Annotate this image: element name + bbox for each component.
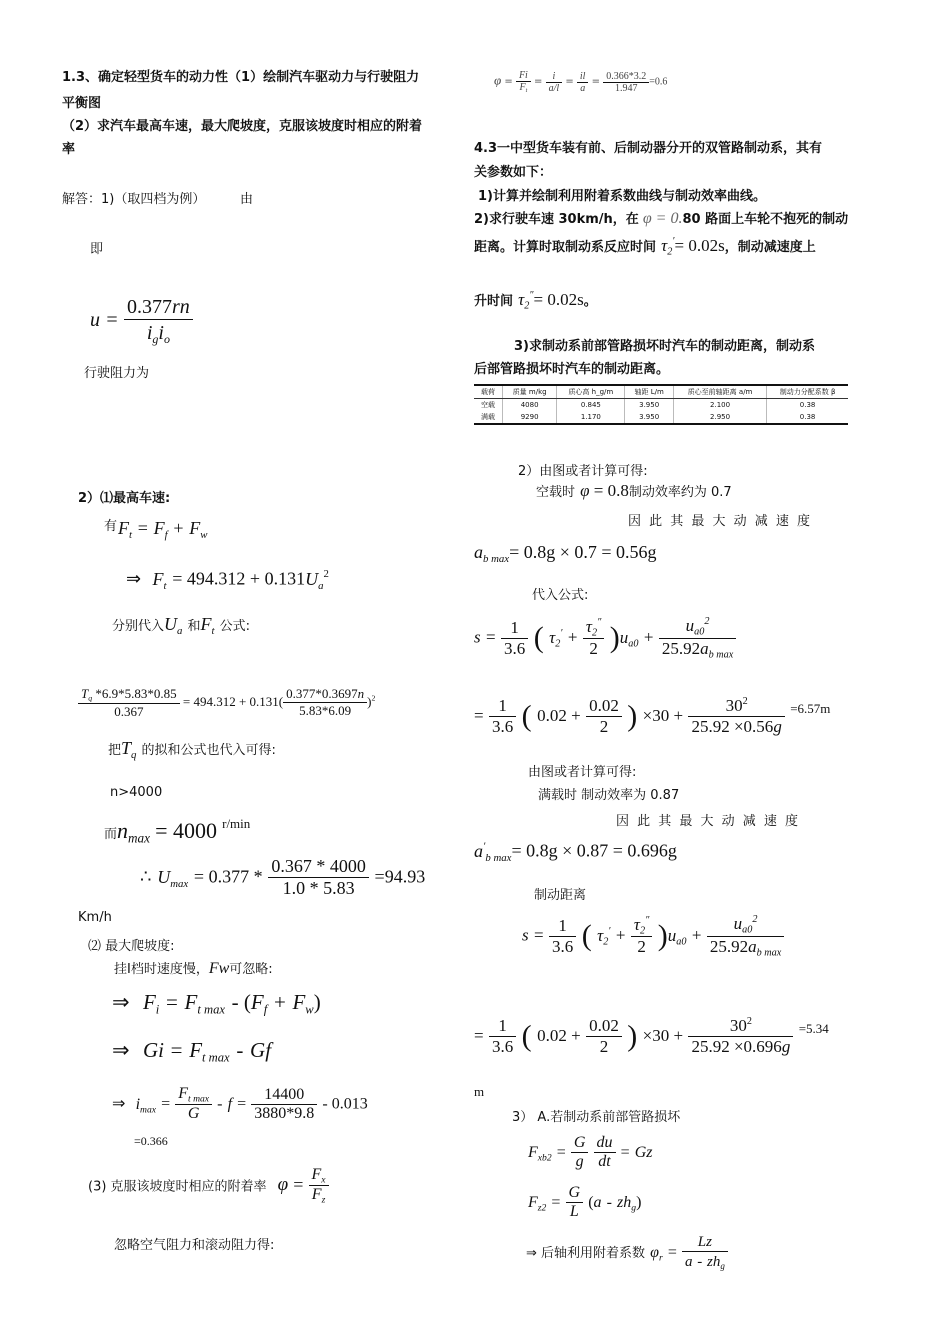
table-cell: 0.38 xyxy=(767,399,848,412)
calc-2-label: 由图或者计算可得: xyxy=(528,765,637,780)
braking-distance-formula: s = $\frac{1}{3.6}$ ( $\tau_2'$ + $\frac{\tau_2''}{2}$ )$u_{a0}$ + $\frac{u_{a0}^2}{25.92a_{b max}}$ xyxy=(474,616,736,660)
question-title-line2: 平衡图 xyxy=(62,96,102,111)
question-43-item2-line3: 升时间 $\tau_2''= 0.02s$。 xyxy=(474,290,597,312)
rear-axle-eq: ⇒ 后轴利用附着系数 $\varphi_r$ = $\frac{Lz}{a - zh_g}$ xyxy=(526,1234,728,1271)
kmh-unit: Km/h xyxy=(78,910,112,925)
section-3-right-label: 3） A.若制动系前部管路损坏 xyxy=(512,1110,681,1125)
ji-label: 即 xyxy=(90,242,104,257)
table-header: 制动力分配系数 β xyxy=(767,385,848,399)
ignore-line: 忽略空气阻力和滚动阻力得: xyxy=(114,1238,275,1253)
resistance-label: 行驶阻力为 xyxy=(84,366,150,381)
table-cell: 2.950 xyxy=(673,411,766,424)
climb-eq-2: ⇒ $Gi = F_{t max} - Gf$ xyxy=(112,1038,272,1065)
table-header: 质量 m/kg xyxy=(502,385,556,399)
phi-top-formula: φ = $\frac{Fi}{F_t}$ = $\frac{i}{a/l}$ = $\frac{il}{a}$ = $\frac{0.366*3.2}{1.947}$ =0.6 xyxy=(494,70,668,95)
section-2-label: 2）⑴最高车速: xyxy=(78,491,171,506)
tq-line: 把$T_q$ 的拟和公式也代入可得: xyxy=(108,738,276,761)
unit-m: m xyxy=(474,1084,485,1099)
empty-load-line: 空载时 φ = 0.8制动效率约为 0.7 xyxy=(536,481,732,500)
question-43-line2: 关参数如下： xyxy=(474,165,553,180)
question-43-item3-line2: 后部管路损坏时汽车的制动距离。 xyxy=(474,362,670,377)
table-header: 质心至前轴距离 a/m xyxy=(673,385,766,399)
parameter-table xyxy=(474,384,848,425)
table-header: 载荷 xyxy=(474,385,502,399)
table-cell: 2.100 xyxy=(673,399,766,412)
table-cell: 满载 xyxy=(474,411,502,424)
imax-eq: ⇒ $i_{max}$ = $\frac{F_{t max}}{G}$ - f = $\frac{14400}{3880*9.8}$ - 0.013 xyxy=(112,1085,368,1123)
imax-value: =0.366 xyxy=(134,1134,168,1148)
climb-eq-1: ⇒ $F_i = F_{t max} - (F_f + F_w)$ xyxy=(112,990,321,1017)
section-2b-label: ⑵ 最大爬坡度: xyxy=(88,939,175,954)
n-condition: n>4000 xyxy=(110,785,163,800)
table-cell: 3.950 xyxy=(625,399,674,412)
nmax-eq: 而$n_{max} = 4000$ $^{r/min}$ xyxy=(104,816,251,846)
fxb2-eq: $F_{xb2}$ = $\frac{G}{g}$ $\frac{du}{dt}$ = Gz xyxy=(528,1134,653,1170)
question-43-item1: 1)计算并绘制利用附着系数曲线与制动效率曲线。 xyxy=(478,189,766,204)
braking-distance-full: = $\frac{1}{3.6}$ ( 0.02 + $\frac{0.02}{2}$ ) ×30 + $\frac{30^2}{25.92 \times 0.696g}$ $^{=5.34}$ xyxy=(474,1016,829,1057)
table-cell: 0.845 xyxy=(557,399,625,412)
section-3-line: (3) 克服该坡度时相应的附着率 φ = $\frac{F_x}{F_z}$ xyxy=(88,1166,329,1206)
table-row xyxy=(474,399,848,412)
table-cell: 0.38 xyxy=(767,411,848,424)
table-cell: 1.170 xyxy=(557,411,625,424)
answer-by: 由 xyxy=(240,192,254,207)
table-cell: 3.950 xyxy=(625,411,674,424)
umax-eq: ∴ $U_{max} = 0.377$ * $\frac{0.367 * 4000}{1.0 * 5.83}$ =94.93 xyxy=(140,856,426,898)
you-label: 有 xyxy=(104,519,118,534)
question-43-line1: 4.3一中型货车装有前、后制动器分开的双管路制动系，其有 xyxy=(474,141,823,156)
table-header-row xyxy=(474,385,848,399)
table-cell: 4080 xyxy=(502,399,556,412)
braking-distance-formula-2: s = $\frac{1}{3.6}$ ( $\tau_2'$ + $\frac{\tau_2''}{2}$ )$u_{a0}$ + $\frac{u_{a0}^2}{25.92a_{b max}}$ xyxy=(522,914,784,958)
question-title-line1: 1.3、确定轻型货车的动力性（1）绘制汽车驱动力与行驶阻力 xyxy=(62,70,420,85)
braking-distance-empty: = $\frac{1}{3.6}$ ( 0.02 + $\frac{0.02}{2}$ ) ×30 + $\frac{30^2}{25.92 \times 0.56g}$ $^{=6.57m}$ xyxy=(474,696,831,737)
gear-line: 挂Ⅰ档时速度慢，Fw可忽略: xyxy=(114,960,273,977)
speed-formula: u = $\frac{0.377rn}{i_gi_o}$ xyxy=(90,294,193,347)
question-43-item3-line1: 3)求制动系前部管路损坏时汽车的制动距离，制动系 xyxy=(514,339,815,354)
ab-max-eq-2: $a'_{b max}= 0.8g \times 0.87 = 0.696g$ xyxy=(474,840,677,864)
answer-2-label: 2）由图或者计算可得: xyxy=(518,464,648,479)
max-decel-label-2: 因 此 其 最 大 动 减 速 度 xyxy=(616,814,801,829)
table-header: 轴距 L/m xyxy=(625,385,674,399)
long-equation: $\frac{T_q *6.9*5.83*0.85}{0.367}$ = 494.312 + 0.131( $\frac{0.377*0.3697n}{5.83*6.09}$ )$^2$ xyxy=(78,686,375,720)
substitute-line: 分别代入$U_a$ 和$F_t$ 公式: xyxy=(112,614,251,637)
substitute-formula: 代入公式: xyxy=(532,588,589,603)
brake-distance-label: 制动距离 xyxy=(534,888,587,903)
question-43-item2-line2: 距离。计算时取制动系反应时间 $\tau_2'= 0.02s$，制动减速度上 xyxy=(474,236,816,258)
question-43-item2-line1: 2)求行驶车速 30km/h，在 φ = 0.80 路面上车轮不抱死的制动 xyxy=(474,210,849,227)
table-header: 质心高 h_g/m xyxy=(557,385,625,399)
table-cell: 空载 xyxy=(480,401,495,409)
answer-label: 解答：1)（取四档为例） xyxy=(62,192,206,207)
ab-max-eq-1: $a_{b max}= 0.8g \times 0.7 = 0.56g$ xyxy=(474,542,657,565)
fz2-eq: $F_{z2}$ = $\frac{G}{L}$ $(a - zh_g)$ xyxy=(528,1184,642,1220)
table-cell: 9290 xyxy=(502,411,556,424)
full-load-label: 满载时 制动效率为 0.87 xyxy=(538,788,680,803)
force-eq-2: ⇒ $F_t = 494.312 + 0.131U_a^2$ xyxy=(126,568,329,592)
question-title-line4: 率 xyxy=(62,142,76,157)
question-title-line3: （2）求汽车最高车速，最大爬坡度，克服该坡度时相应的附着 xyxy=(62,119,423,134)
max-decel-label: 因 此 其 最 大 动 减 速 度 xyxy=(628,514,813,529)
table-row xyxy=(474,411,848,424)
force-balance-eq: $F_t = F_f + F_w$ xyxy=(118,518,208,541)
